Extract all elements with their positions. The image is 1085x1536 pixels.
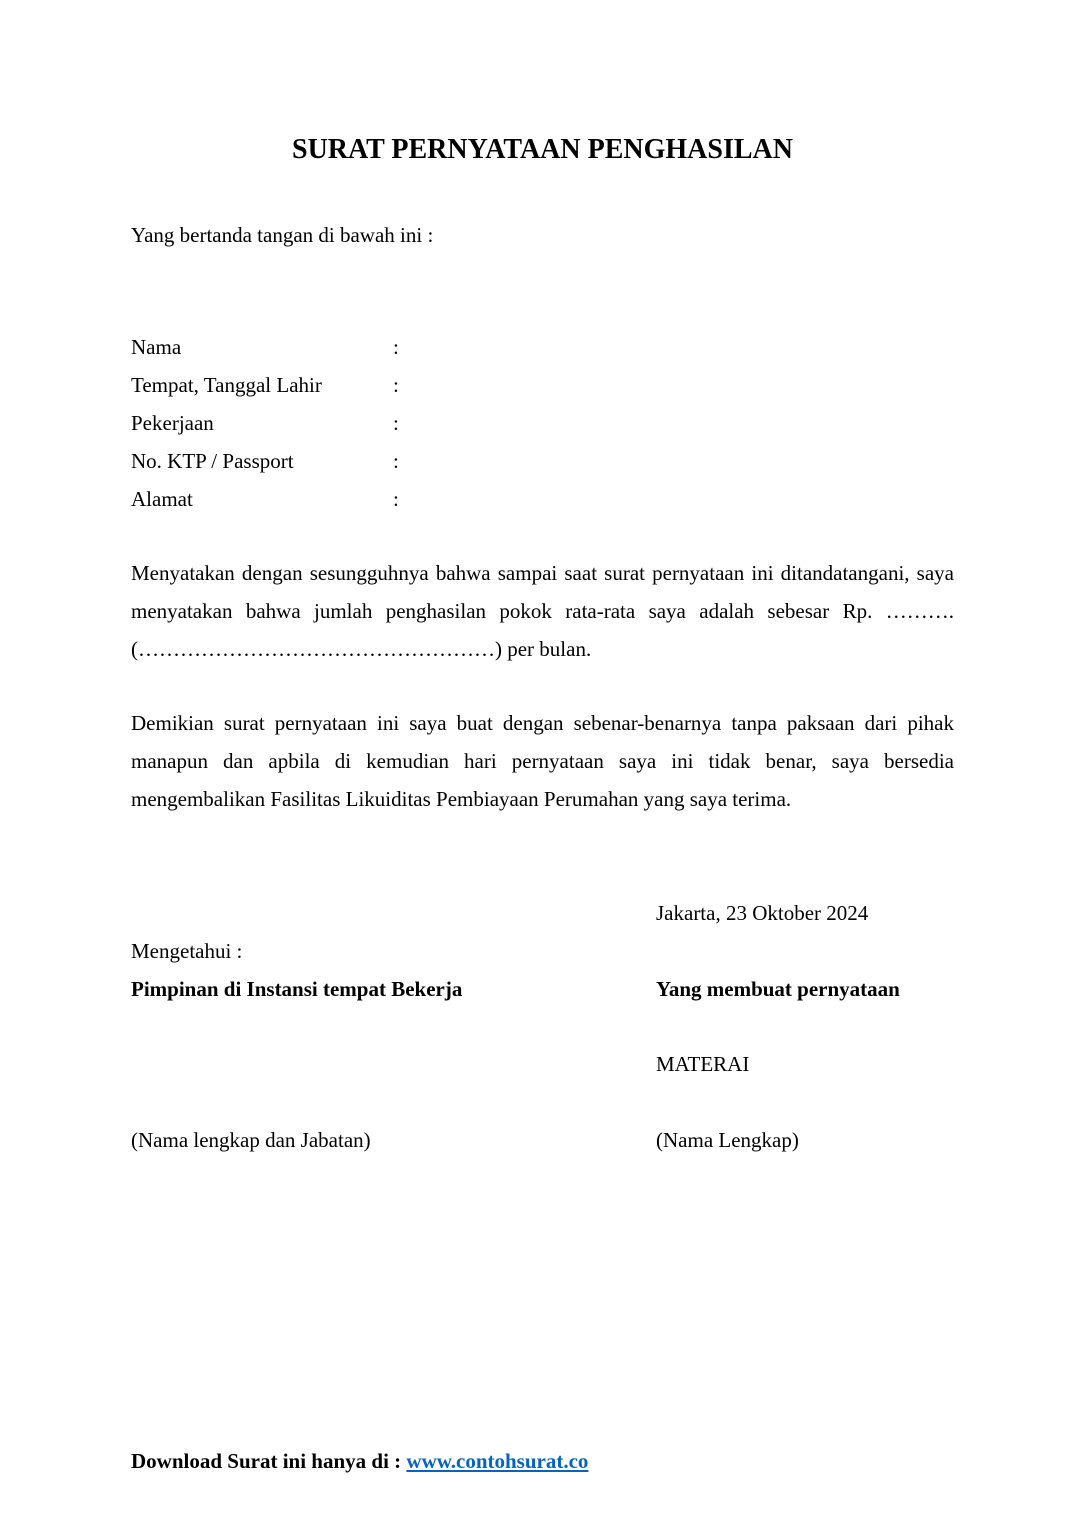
declarant-name-placeholder: (Nama Lengkap) [656,1128,799,1152]
footer [131,1447,588,1475]
declarant-signatory-role: Yang membuat pernyataan [656,977,900,1001]
employer-signatory-role: Pimpinan di Instansi tempat Bekerja [131,977,463,1001]
intro-text: Yang bertanda tangan di bawah ini : [131,223,434,247]
place-date: Jakarta, 23 Oktober 2024 [656,901,869,925]
field-label-alamat: Alamat [131,487,193,511]
statement-paragraph: Menyatakan dengan sesungguhnya bahwa sampai saat surat pernyataan ini ditandatangani, saya menyatakan bahwa jumlah penghasilan pokok rata-rata saya adalah sebesar Rp. ………. (……………………………………………) per bulan. [131,561,954,661]
document-title: SURAT PERNYATAAN PENGHASILAN [292,134,793,165]
employer-name-placeholder: (Nama lengkap dan Jabatan) [131,1128,371,1152]
field-colon-nama: : [393,335,399,359]
field-colon-tempat-tanggal-lahir: : [393,373,399,397]
field-label-no-ktp: No. KTP / Passport [131,449,294,473]
field-label-tempat-tanggal-lahir: Tempat, Tanggal Lahir [131,373,322,397]
field-colon-alamat: : [393,487,399,511]
materai-stamp-label: MATERAI [656,1052,750,1076]
field-label-nama: Nama [131,335,182,359]
field-colon-pekerjaan: : [393,411,399,435]
field-colon-no-ktp: : [393,449,399,473]
footer-text: Download Surat ini hanya di : [131,1449,402,1473]
closing-paragraph: Demikian surat pernyataan ini saya buat dengan sebenar-benarnya tanpa paksaan dari pihak manapun dan apbila di kemudian hari pernyataan saya ini tidak benar, saya bersedia mengembalikan Fasilitas Likuiditas Pembiayaan Perumahan yang saya terima. [131,711,954,811]
acknowledge-label: Mengetahui : [131,939,243,963]
field-label-pekerjaan: Pekerjaan [131,411,214,435]
footer-link[interactable]: www.contohsurat.co [406,1449,589,1473]
